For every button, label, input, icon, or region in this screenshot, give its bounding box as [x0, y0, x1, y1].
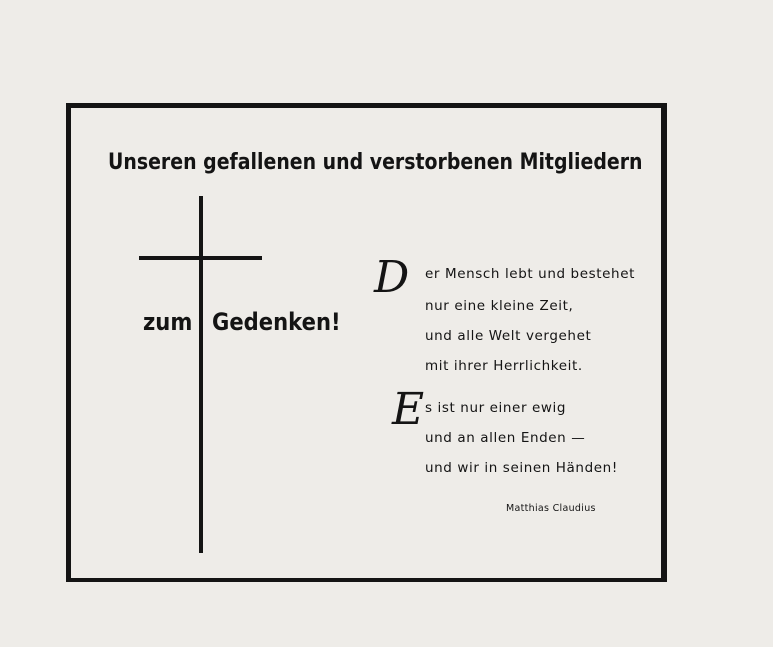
- poem-line: und an allen Enden —: [425, 430, 586, 446]
- poem-line: und wir in seinen Händen!: [425, 460, 618, 476]
- poem-line: s ist nur einer ewig: [425, 400, 567, 416]
- poem-author: Matthias Claudius: [506, 503, 596, 514]
- poem-line: nur eine kleine Zeit,: [425, 298, 574, 314]
- memorial-word-left: zum: [143, 308, 193, 336]
- poem-line: und alle Welt vergehet: [425, 328, 592, 344]
- poem-line: er Mensch lebt und bestehet: [425, 266, 636, 282]
- poem-line: mit ihrer Herrlichkeit.: [425, 358, 583, 374]
- page-heading: Unseren gefallenen und verstorbenen Mitgliedern: [108, 150, 643, 175]
- memorial-word-right: Gedenken!: [212, 308, 341, 336]
- cross-horizontal-beam: [139, 256, 262, 260]
- poem-initial-1: D: [374, 252, 410, 303]
- poem-initial-2: E: [392, 384, 425, 435]
- cross-vertical-beam: [199, 196, 203, 553]
